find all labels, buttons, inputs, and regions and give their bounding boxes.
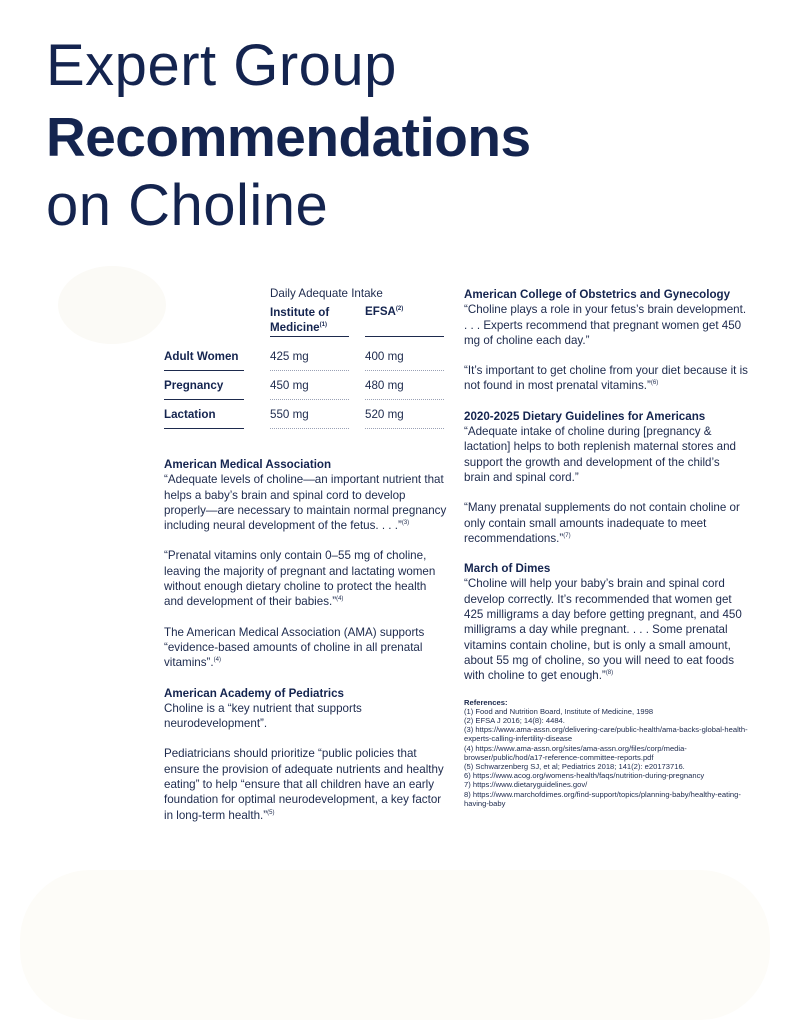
dga-quote-2: “Many prenatal supplements do not contain choline or only contain small amounts inadequate to meet recommendations.”$^{(7)}$ [464,501,740,545]
cell-efsa: 520 mg [365,408,444,429]
references-title: References: [464,697,508,707]
cell-efsa: 480 mg [365,379,444,400]
cell-iom: 550 mg [270,408,349,429]
reference-item[interactable]: (3) https://www.ama-assn.org/delivering-care/public-health/ama-backs-global-health-experts-calling-infertility-disease [464,725,748,744]
table-row [164,350,446,379]
cell-iom: 425 mg [270,350,349,371]
table-caption: Daily Adequate Intake [270,287,383,300]
reference-item: (1) Food and Nutrition Board, Institute of Medicine, 1998 [464,706,654,716]
row-label: Pregnancy [164,379,244,400]
decorative-blob-top [58,266,166,344]
title-line-2: Recommendations [46,106,531,168]
header-iom: Institute of Medicine$^{(1)}$ [270,306,330,334]
cell-iom: 450 mg [270,379,349,400]
ama-quote-2: “Prenatal vitamins only contain 0–55 mg of choline, leaving the majority of pregnant and lactating women without enough dietary choline to protect the health and development of their babies.”$^{(4)}$ [164,549,436,609]
dga-quote-1: “Adequate intake of choline during [pregnancy & lactation] helps to both replenish maternal stores and support the growth and development of the child’s brain and spinal cord.” [464,425,736,484]
table-row [164,379,446,408]
acog-quote-1: “Choline plays a role in your fetus’s brain development. . . . Experts recommend that pregnant women get 450 mg of choline each day.” [464,303,747,347]
dga-heading: 2020-2025 Dietary Guidelines for Americans [464,409,706,423]
ama-statement: The American Medical Association (AMA) supports “evidence-based amounts of choline in all prenatal vitamins”.$^{(4)}$ [164,625,425,670]
references [464,698,748,808]
aap-heading: American Academy of Pediatrics [164,686,344,700]
title-line-1: Expert Group [46,33,397,98]
ama-heading: American Medical Association [164,458,332,471]
page-title [46,30,531,240]
reference-item[interactable]: 8) https://www.marchofdimes.org/find-support/topics/planning-baby/healthy-eating-having-baby [464,789,741,808]
acog-heading: American College of Obstetrics and Gynecology [464,288,731,301]
right-column [464,287,748,808]
acog-quote-2: “It’s important to get choline from your diet because it is not found in most prenatal vitamins.”$^{(6)}$ [464,364,748,393]
row-label: Adult Women [164,350,244,371]
decorative-blob-bottom [20,870,770,1020]
reference-item[interactable]: (4) https://www.ama-assn.org/sites/ama-assn.org/files/corp/media-browser/public/hod/a17-reference-committee-reports.pdf [464,743,687,762]
aap-quote-2: Pediatricians should prioritize “public policies that ensure the provision of adequate nutrients and healthy eating” to help “ensure that all children have an early foundation for optimal neurodevelopment, a key factor in long-term health.”$^{(5)}$ [164,747,444,822]
mod-heading: March of Dimes [464,562,551,576]
reference-item[interactable]: 7) https://www.dietaryguidelines.gov/ [464,780,588,790]
aap-quote-1: Choline is a “key nutrient that supports neurodevelopment”. [164,701,362,731]
ama-quote-1: “Adequate levels of choline—an important nutrient that helps a baby’s brain and spinal cord to develop properly—are necessary to maintain normal pregnancy including neural development of the fetus. . . .”$^{(3)}$ [164,473,447,533]
reference-item: (2) EFSA J 2016; 14(8): 4484. [464,715,565,725]
reference-item: (5) Schwarzenberg SJ, et al; Pediatrics 2018; 141(2): e20173716. [464,761,685,771]
mod-quote-1: “Choline will help your baby’s brain and spinal cord develop correctly. It’s recommended that women get 425 milligrams a day before getting pregnant, and 450 milligrams a day while pregnant. . . . Some prenatal vitamins contain choline, but is only a small amount, about 55 mg of choline, so you will need to eat foods with choline to get enough.”$^{(8)}$ [464,577,742,683]
title-line-3: on Choline [46,173,329,238]
header-efsa: EFSA$^{(2)}$ [365,305,404,318]
table-row [164,408,446,437]
row-label: Lactation [164,408,244,429]
header-rule [270,336,349,337]
header-rule [365,336,444,337]
left-column [164,457,448,823]
cell-efsa: 400 mg [365,350,444,371]
reference-item[interactable]: 6) https://www.acog.org/womens-health/faqs/nutrition-during-pregnancy [464,771,705,781]
